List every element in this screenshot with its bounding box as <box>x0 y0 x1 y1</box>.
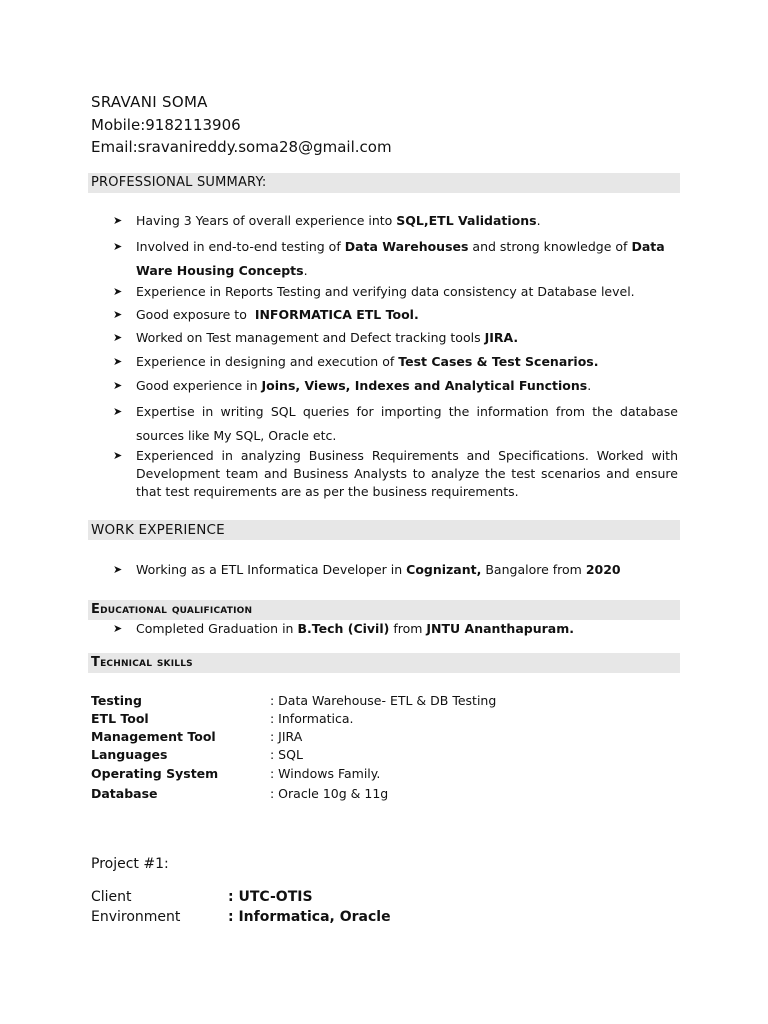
section-technical-skills <box>88 653 680 673</box>
skill-label: Languages <box>91 747 168 762</box>
project-field-label: Environment <box>91 909 181 925</box>
skill-label: Database <box>91 786 158 801</box>
project-field-label: Client <box>91 889 132 905</box>
skill-value: : JIRA <box>270 729 303 744</box>
section-title: WORK EXPERIENCE <box>91 522 225 538</box>
skill-label: Management Tool <box>91 729 216 744</box>
arrow-bullet-icon: ➤ <box>113 622 123 635</box>
arrow-bullet-icon: ➤ <box>113 214 123 227</box>
skill-value: : Informatica. <box>270 711 354 726</box>
mobile-number: Mobile:9182113906 <box>91 116 241 134</box>
project-title: Project #1: <box>91 856 169 872</box>
arrow-bullet-icon: ➤ <box>113 563 123 576</box>
email-address: Email:sravanireddy.soma28@gmail.com <box>91 138 392 156</box>
section-title: Educational qualification <box>91 602 253 617</box>
section-work-experience <box>88 520 680 540</box>
skill-value: : Windows Family. <box>270 766 381 781</box>
arrow-bullet-icon: ➤ <box>113 240 123 253</box>
section-education <box>88 600 680 620</box>
candidate-name: SRAVANI SOMA <box>91 93 208 111</box>
skill-label: ETL Tool <box>91 711 149 726</box>
skill-value: : Data Warehouse- ETL & DB Testing <box>270 693 497 708</box>
arrow-bullet-icon: ➤ <box>113 331 123 344</box>
section-title: PROFESSIONAL SUMMARY: <box>91 175 267 190</box>
section-professional-summary <box>88 173 680 193</box>
arrow-bullet-icon: ➤ <box>113 285 123 298</box>
skill-value: : Oracle 10g & 11g <box>270 786 389 801</box>
section-title: Technical skills <box>91 655 193 670</box>
arrow-bullet-icon: ➤ <box>113 405 123 418</box>
arrow-bullet-icon: ➤ <box>113 379 123 392</box>
project-field-value: : Informatica, Oracle <box>228 909 391 925</box>
skill-label: Operating System <box>91 766 219 781</box>
arrow-bullet-icon: ➤ <box>113 355 123 368</box>
project-field-value: : UTC-OTIS <box>228 889 313 905</box>
skill-label: Testing <box>91 693 142 708</box>
arrow-bullet-icon: ➤ <box>113 449 123 462</box>
skill-value: : SQL <box>270 747 303 762</box>
arrow-bullet-icon: ➤ <box>113 308 123 321</box>
